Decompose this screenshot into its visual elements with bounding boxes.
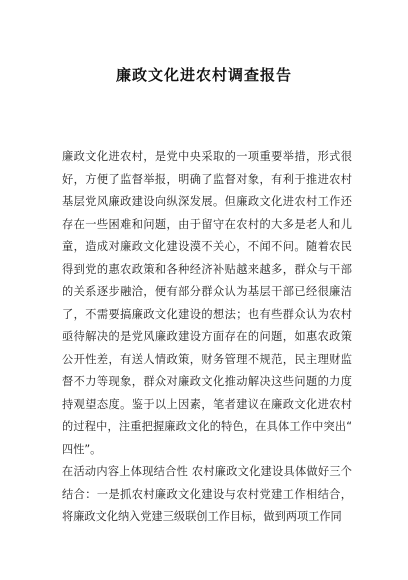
- body-paragraph: 廉政文化进农村，是党中央采取的一项重要举措，形式很好，方便了监督举报，明确了监督对象，有利于推进农村基层党风廉政建设向纵深发展。但廉政文化进农村工作还存在一些困难和问题，由于留守在农村的大多是老人和儿童，造成对廉政文化建设漠不关心，不闻不问。随着农民得到党的惠农政策和各种经济补贴越来越多，群众与干部的关系逐步融洽，便有部分群众认为基层干部已经很廉洁了，不需要搞廉政文化建设的想法；也有些群众认为农村亟待解决的是党风廉政建设方面存在的问题，如惠农政策公开性差，有送人情政策，财务管理不规范，民主理财监督不力等现象，群众对廉政文化推动解决这些问题的力度持观望态度。鉴于以上因素，笔者建议在廉政文化进农村的过程中，注重把握廉政文化的特色，在具体工作中突出“四性”。: [62, 150, 352, 456]
- body-paragraph: 在活动内容上体现结合性 农村廉政文化建设具体做好三个结合：一是抓农村廉政文化建设与农村党建工作相结合，将廉政文化纳入党建三级联创工作目标，做到两项工作同: [62, 465, 352, 523]
- document-body: [62, 146, 352, 529]
- document-title: 廉政文化进农村调查报告: [115, 66, 292, 84]
